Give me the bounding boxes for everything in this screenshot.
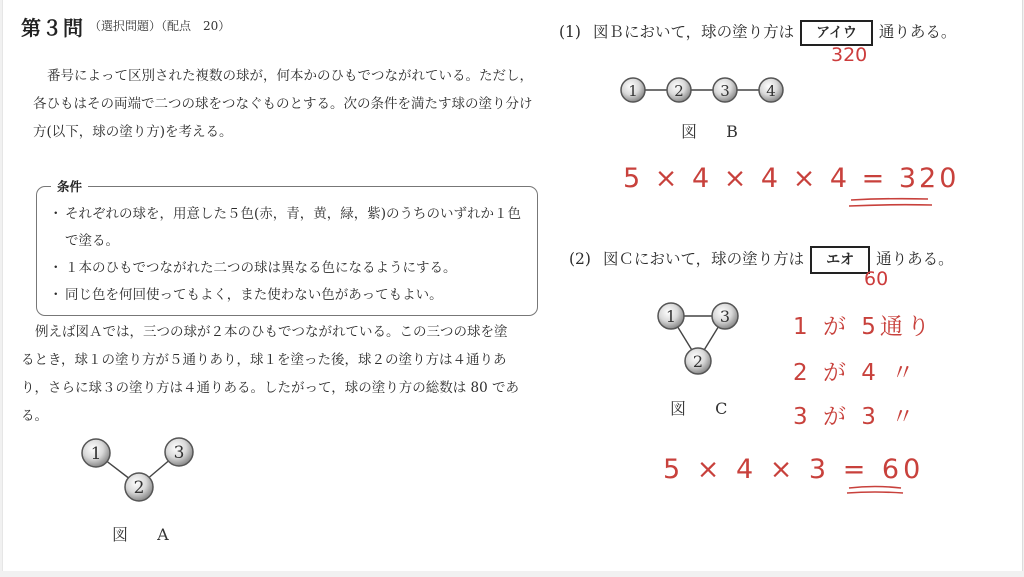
question-prefix: 図Ｂにおいて，球の塗り方は bbox=[592, 23, 795, 41]
typed-answer-1: 320 bbox=[831, 44, 868, 66]
bullet: ・ bbox=[49, 260, 63, 276]
double-underline-1 bbox=[848, 195, 933, 211]
intro-line: 各ひもはその両端で二つの球をつなぐものとする。次の条件を満たす球の塗り分け bbox=[33, 96, 533, 112]
example-line: る。 bbox=[21, 408, 48, 424]
bullet: ・ bbox=[49, 206, 63, 222]
ball-node bbox=[621, 78, 645, 102]
figure-c-graph bbox=[651, 298, 751, 380]
handwritten-note: 1 が 5通り bbox=[793, 314, 934, 340]
intro-line: 番号によって区別された複数の球が，何本かのひもでつながれている。ただし， bbox=[47, 68, 533, 84]
answer-box-aiu: アイウ bbox=[800, 20, 873, 46]
condition-item bbox=[49, 255, 521, 282]
ball-node bbox=[658, 303, 684, 329]
ball-node bbox=[685, 348, 711, 374]
ball-node bbox=[667, 78, 691, 102]
figure-c-caption: 図 C bbox=[670, 399, 740, 418]
handwritten-note: 2 が 4 〃 bbox=[793, 360, 919, 386]
ball-node bbox=[165, 438, 193, 466]
condition-item bbox=[49, 201, 521, 228]
document-page bbox=[2, 0, 1023, 571]
svg-text:3: 3 bbox=[719, 307, 731, 326]
svg-text:3: 3 bbox=[173, 443, 185, 463]
condition-text: 同じ色を何回使ってもよく，また使わない色があってもよい。 bbox=[65, 287, 443, 303]
figure-a-caption: 図 A bbox=[112, 525, 181, 544]
example-line: るとき，球１の塗り方が５通りあり，球１を塗った後，球２の塗り方は４通りあ bbox=[21, 352, 507, 368]
typed-answer-2: 60 bbox=[864, 268, 889, 290]
problem-subtitle: （選択問題）（配点 20） bbox=[89, 19, 231, 33]
handwritten-result: 320 bbox=[898, 163, 960, 194]
handwritten-equation-2 bbox=[663, 454, 924, 485]
condition-item-continuation: で塗る。 bbox=[65, 233, 119, 249]
svg-text:4: 4 bbox=[766, 82, 776, 100]
figure-a-graph bbox=[73, 430, 203, 510]
svg-text:2: 2 bbox=[692, 352, 704, 371]
ball-node bbox=[759, 78, 783, 102]
svg-text:1: 1 bbox=[665, 307, 677, 326]
svg-text:3: 3 bbox=[720, 82, 730, 100]
question-prefix: 図Ｃにおいて，球の塗り方は bbox=[602, 250, 805, 268]
bullet: ・ bbox=[49, 287, 63, 303]
question-1 bbox=[559, 20, 956, 46]
handwritten-equation: 5 × 4 × 3 = bbox=[663, 454, 882, 485]
svg-text:1: 1 bbox=[628, 82, 638, 100]
intro-paragraph bbox=[33, 62, 533, 146]
condition-text: １本のひもでつながれた二つの球は異なる色になるようにする。 bbox=[65, 260, 457, 276]
example-paragraph bbox=[21, 318, 519, 430]
question-suffix: 通りある。 bbox=[878, 23, 957, 41]
question-suffix: 通りある。 bbox=[876, 250, 954, 268]
svg-text:2: 2 bbox=[674, 82, 684, 100]
conditions-label: 条件 bbox=[51, 177, 88, 195]
double-underline-2 bbox=[845, 484, 905, 498]
example-line: り，さらに球３の塗り方は４通りある。したがって，球の塗り方の総数は 80 であ bbox=[21, 380, 519, 396]
svg-text:1: 1 bbox=[90, 444, 102, 464]
svg-text:2: 2 bbox=[133, 478, 145, 498]
handwritten-equation-1 bbox=[623, 163, 959, 194]
answer-box-eo: エオ bbox=[810, 246, 870, 274]
example-line: 例えば図Ａでは，三つの球が２本のひもでつながれている。この三つの球を塗 bbox=[35, 324, 508, 340]
question-2 bbox=[569, 246, 954, 274]
ball-node bbox=[713, 78, 737, 102]
figure-b-graph bbox=[615, 72, 791, 108]
handwritten-equation: 5 × 4 × 4 × 4 = bbox=[623, 163, 899, 194]
question-number: (2) bbox=[569, 250, 591, 268]
ball-node bbox=[712, 303, 738, 329]
intro-line: 方(以下，球の塗り方)を考える。 bbox=[33, 124, 233, 140]
conditions-list bbox=[49, 201, 521, 309]
handwritten-note: 3 が 3 〃 bbox=[793, 404, 919, 430]
condition-text: それぞれの球を，用意した５色(赤，青，黄，緑，紫)のうちのいずれか１色 bbox=[65, 206, 522, 222]
question-number: (1) bbox=[559, 23, 581, 41]
ball-node bbox=[125, 473, 153, 501]
conditions-box bbox=[36, 179, 538, 316]
handwritten-result: 60 bbox=[881, 454, 925, 485]
figure-b-caption: 図 B bbox=[681, 122, 750, 141]
ball-node bbox=[82, 439, 110, 467]
condition-item bbox=[49, 282, 521, 309]
problem-title: 第３問 bbox=[21, 16, 84, 40]
